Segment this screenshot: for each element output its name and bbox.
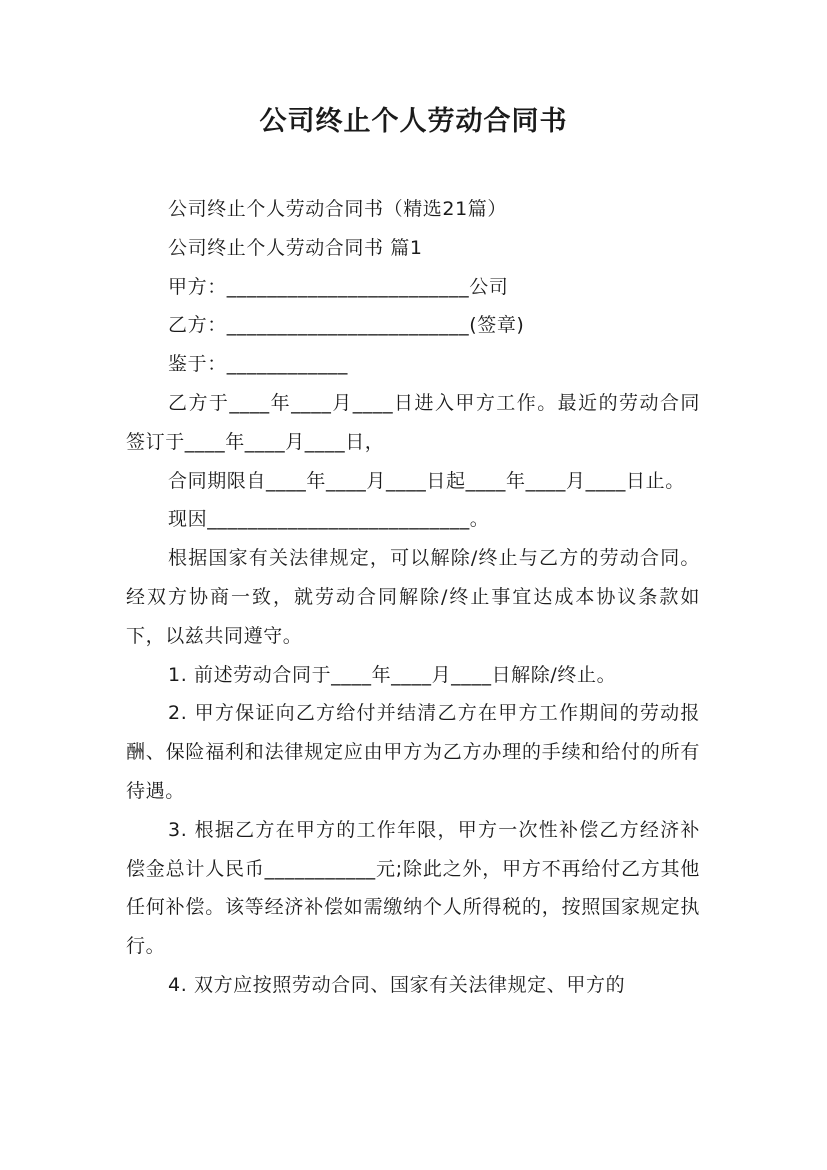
document-body xyxy=(126,190,700,1005)
doc-heading-article-1: 公司终止个人劳动合同书 篇1 xyxy=(168,236,423,259)
whereas-line: 鉴于：____________ xyxy=(168,353,349,376)
document-title: 公司终止个人劳动合同书 xyxy=(259,106,568,137)
clause-2: 2. 甲方保证向乙方给付并结清乙方在甲方工作期间的劳动报酬、保险福利和法律规定应由甲方为乙方办理的手续和给付的所有待遇。 xyxy=(126,702,700,802)
paragraph-contract-term: 合同期限自____年____月____日起____年____月____日止。 xyxy=(168,469,685,492)
paragraph-legal-basis: 根据国家有关法律规定，可以解除/终止与乙方的劳动合同。经双方协商一致，就劳动合同解除/终止事宜达成本协议条款如下，以兹共同遵守。 xyxy=(126,547,700,647)
party-a-line: 甲方：________________________公司 xyxy=(168,275,509,298)
clause-1: 1. 前述劳动合同于____年____月____日解除/终止。 xyxy=(168,663,617,686)
paragraph-reason: 现因__________________________。 xyxy=(168,508,490,531)
clause-3: 3. 根据乙方在甲方的工作年限，甲方一次性补偿乙方经济补偿金总计人民币___________元;除此之外，甲方不再给付乙方其他任何补偿。该等经济补偿如需缴纳个人所得税的，按照国家规定执行。 xyxy=(126,818,700,958)
clause-4: 4. 双方应按照劳动合同、国家有关法律规定、甲方的 xyxy=(168,973,626,996)
party-b-line: 乙方：________________________(签章) xyxy=(168,314,525,337)
doc-heading-collection: 公司终止个人劳动合同书（精选21篇） xyxy=(168,198,507,220)
paragraph-employment-date: 乙方于____年____月____日进入甲方工作。最近的劳动合同签订于____年____月____日， xyxy=(126,391,700,453)
